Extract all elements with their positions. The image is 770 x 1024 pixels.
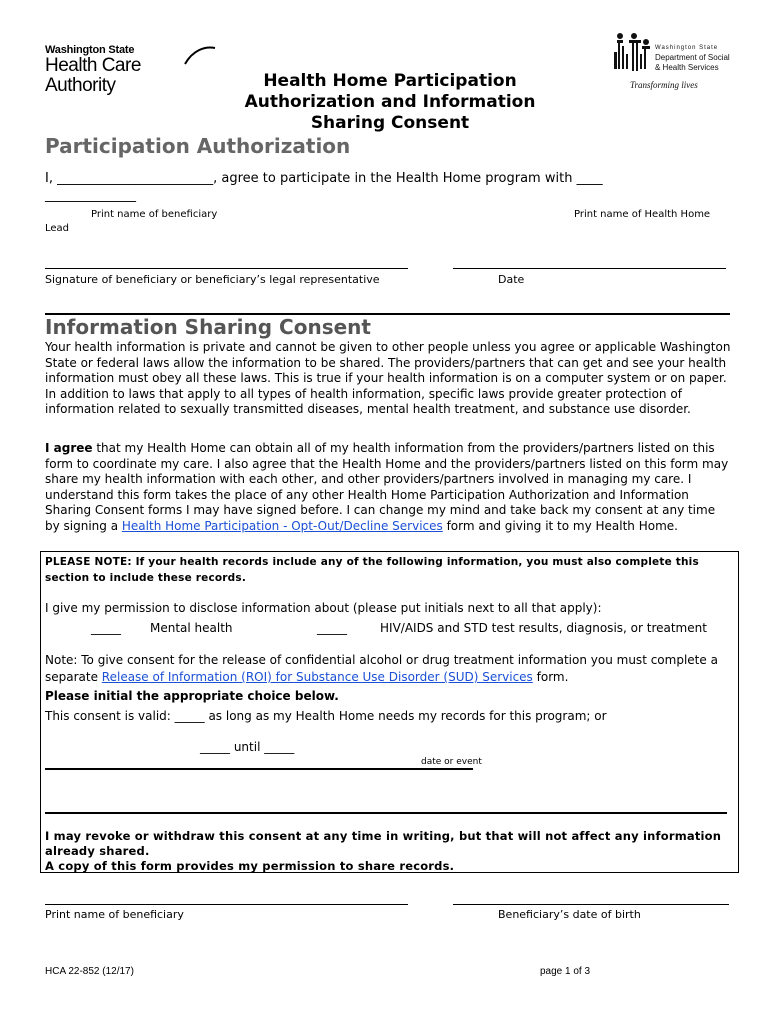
- validity-option-1: [45, 709, 607, 725]
- hiv-initial-blank[interactable]: _____: [317, 621, 347, 635]
- mental-health-label: Mental health: [150, 621, 233, 635]
- info-sharing-heading: Information Sharing Consent: [45, 315, 371, 339]
- sud-note: [45, 652, 725, 686]
- info-paragraph-2: [45, 441, 733, 534]
- mental-health-initial-blank[interactable]: _____: [91, 621, 121, 635]
- valid-initial-blank[interactable]: _____: [174, 709, 205, 723]
- valid-prefix: This consent is valid:: [45, 709, 175, 723]
- valid-text: as long as my Health Home needs my records for this program; or: [204, 709, 607, 723]
- statement-middle: , agree to participate in the Health Home program with ____: [213, 171, 603, 186]
- initial-choice-heading: Please initial the appropriate choice below.: [45, 689, 339, 703]
- until-text: until: [230, 740, 265, 754]
- hca-swoosh-icon: [183, 44, 217, 68]
- i-agree-bold: I agree: [45, 441, 93, 455]
- label-print-beneficiary: Print name of beneficiary: [91, 209, 218, 220]
- label-print-health-home: Print name of Health Home: [574, 209, 711, 220]
- dshs-tagline: Transforming lives: [630, 80, 698, 90]
- sud-note-end: form.: [532, 670, 569, 684]
- form-number: HCA 22-852 (12/17): [45, 966, 134, 977]
- statement-prefix: I, ____: [45, 171, 84, 186]
- date-line[interactable]: [453, 268, 726, 269]
- participation-heading: Participation Authorization: [45, 134, 351, 158]
- additional-info-line[interactable]: [45, 812, 727, 814]
- label-date: Date: [498, 273, 525, 286]
- title-line-1: Health Home Participation: [263, 71, 517, 91]
- opt-out-form-link[interactable]: Health Home Participation - Opt-Out/Decline Services: [121, 518, 443, 533]
- revoke-text: I may revoke or withdraw this consent at any time in writing, but that will not affect any information already shared.: [45, 829, 722, 858]
- label-print-name: Print name of beneficiary: [45, 908, 184, 921]
- hca-logo-top: Washington State: [45, 44, 135, 56]
- info-paragraph-1: Your health information is private and cannot be given to other people unless you agree or applicable Washington State or federal laws allow the information to be shared. The providers/partners that can get and see your health information must obey all these laws. This is true if your health information is on a computer system or on paper. In addition to laws that apply to all types of health information, specific laws provide greater protection of information related to sexually transmitted diseases, mental health treatment, and substance use disorder.: [45, 340, 731, 416]
- dshs-org-name: [655, 43, 730, 73]
- page-number: page 1 of 3: [540, 966, 591, 977]
- title-line-3: Sharing Consent: [310, 113, 470, 133]
- roi-sud-form-link[interactable]: Release of Information (ROI) for Substance Use Disorder (SUD) Services: [101, 670, 533, 684]
- dshs-line3: & Health Services: [655, 63, 719, 72]
- dob-line[interactable]: [453, 904, 729, 905]
- document-title: [215, 71, 565, 134]
- date-event-line[interactable]: [45, 768, 473, 770]
- dshs-line2: Department of Social: [655, 53, 730, 62]
- dshs-line1: Washington State: [655, 45, 719, 51]
- signature-line[interactable]: [45, 268, 408, 269]
- para2-text: that my Health Home can obtain all of my health information from the providers/partners listed on this form to coordinate my care. I also agree that the Health Home and the providers/partners listed on this form may share my health information with each other, and other providers/partners involved in managing my care. I understand this form takes the place of any other Health Home Participation Authorization and Information Sharing Consent forms I may have signed before. I can change my mind and take back my consent at any time by signing a: [45, 441, 729, 533]
- sud-note-text: Note: To give consent for the release of confidential alcohol or drug treatment information you must complete a separate: [45, 653, 718, 684]
- until-date-blank[interactable]: _____: [264, 740, 295, 754]
- label-dob: Beneficiary’s date of birth: [498, 908, 641, 921]
- date-event-label: date or event: [421, 757, 482, 767]
- label-lead: Lead: [45, 223, 70, 234]
- hiv-label: HIV/AIDS and STD test results, diagnosis, or treatment: [380, 621, 707, 635]
- dshs-logo: [612, 32, 732, 92]
- permission-text: I give my permission to disclose information about (please put initials next to all that apply):: [45, 601, 602, 615]
- until-initial-blank[interactable]: _____: [200, 740, 230, 754]
- hca-logo: [45, 44, 215, 96]
- participation-statement: [45, 171, 603, 186]
- please-note-text: PLEASE NOTE: If your health records include any of the following information, you must also complete this section to include these records.: [45, 556, 699, 584]
- beneficiary-name-blank[interactable]: ____________________: [83, 171, 214, 186]
- health-home-name-blank[interactable]: ______________: [45, 188, 136, 203]
- print-name-line[interactable]: [45, 904, 408, 905]
- validity-option-2: [200, 740, 294, 756]
- para2-end: form and giving it to my Health Home.: [442, 518, 678, 533]
- label-signature: Signature of beneficiary or beneficiary’s legal representative: [45, 273, 380, 286]
- copy-text: A copy of this form provides my permission to share records.: [45, 859, 455, 873]
- title-line-2: Authorization and Information: [244, 92, 536, 112]
- dshs-people-icon: [612, 32, 652, 76]
- hca-logo-main: Health Care Authority: [45, 55, 141, 96]
